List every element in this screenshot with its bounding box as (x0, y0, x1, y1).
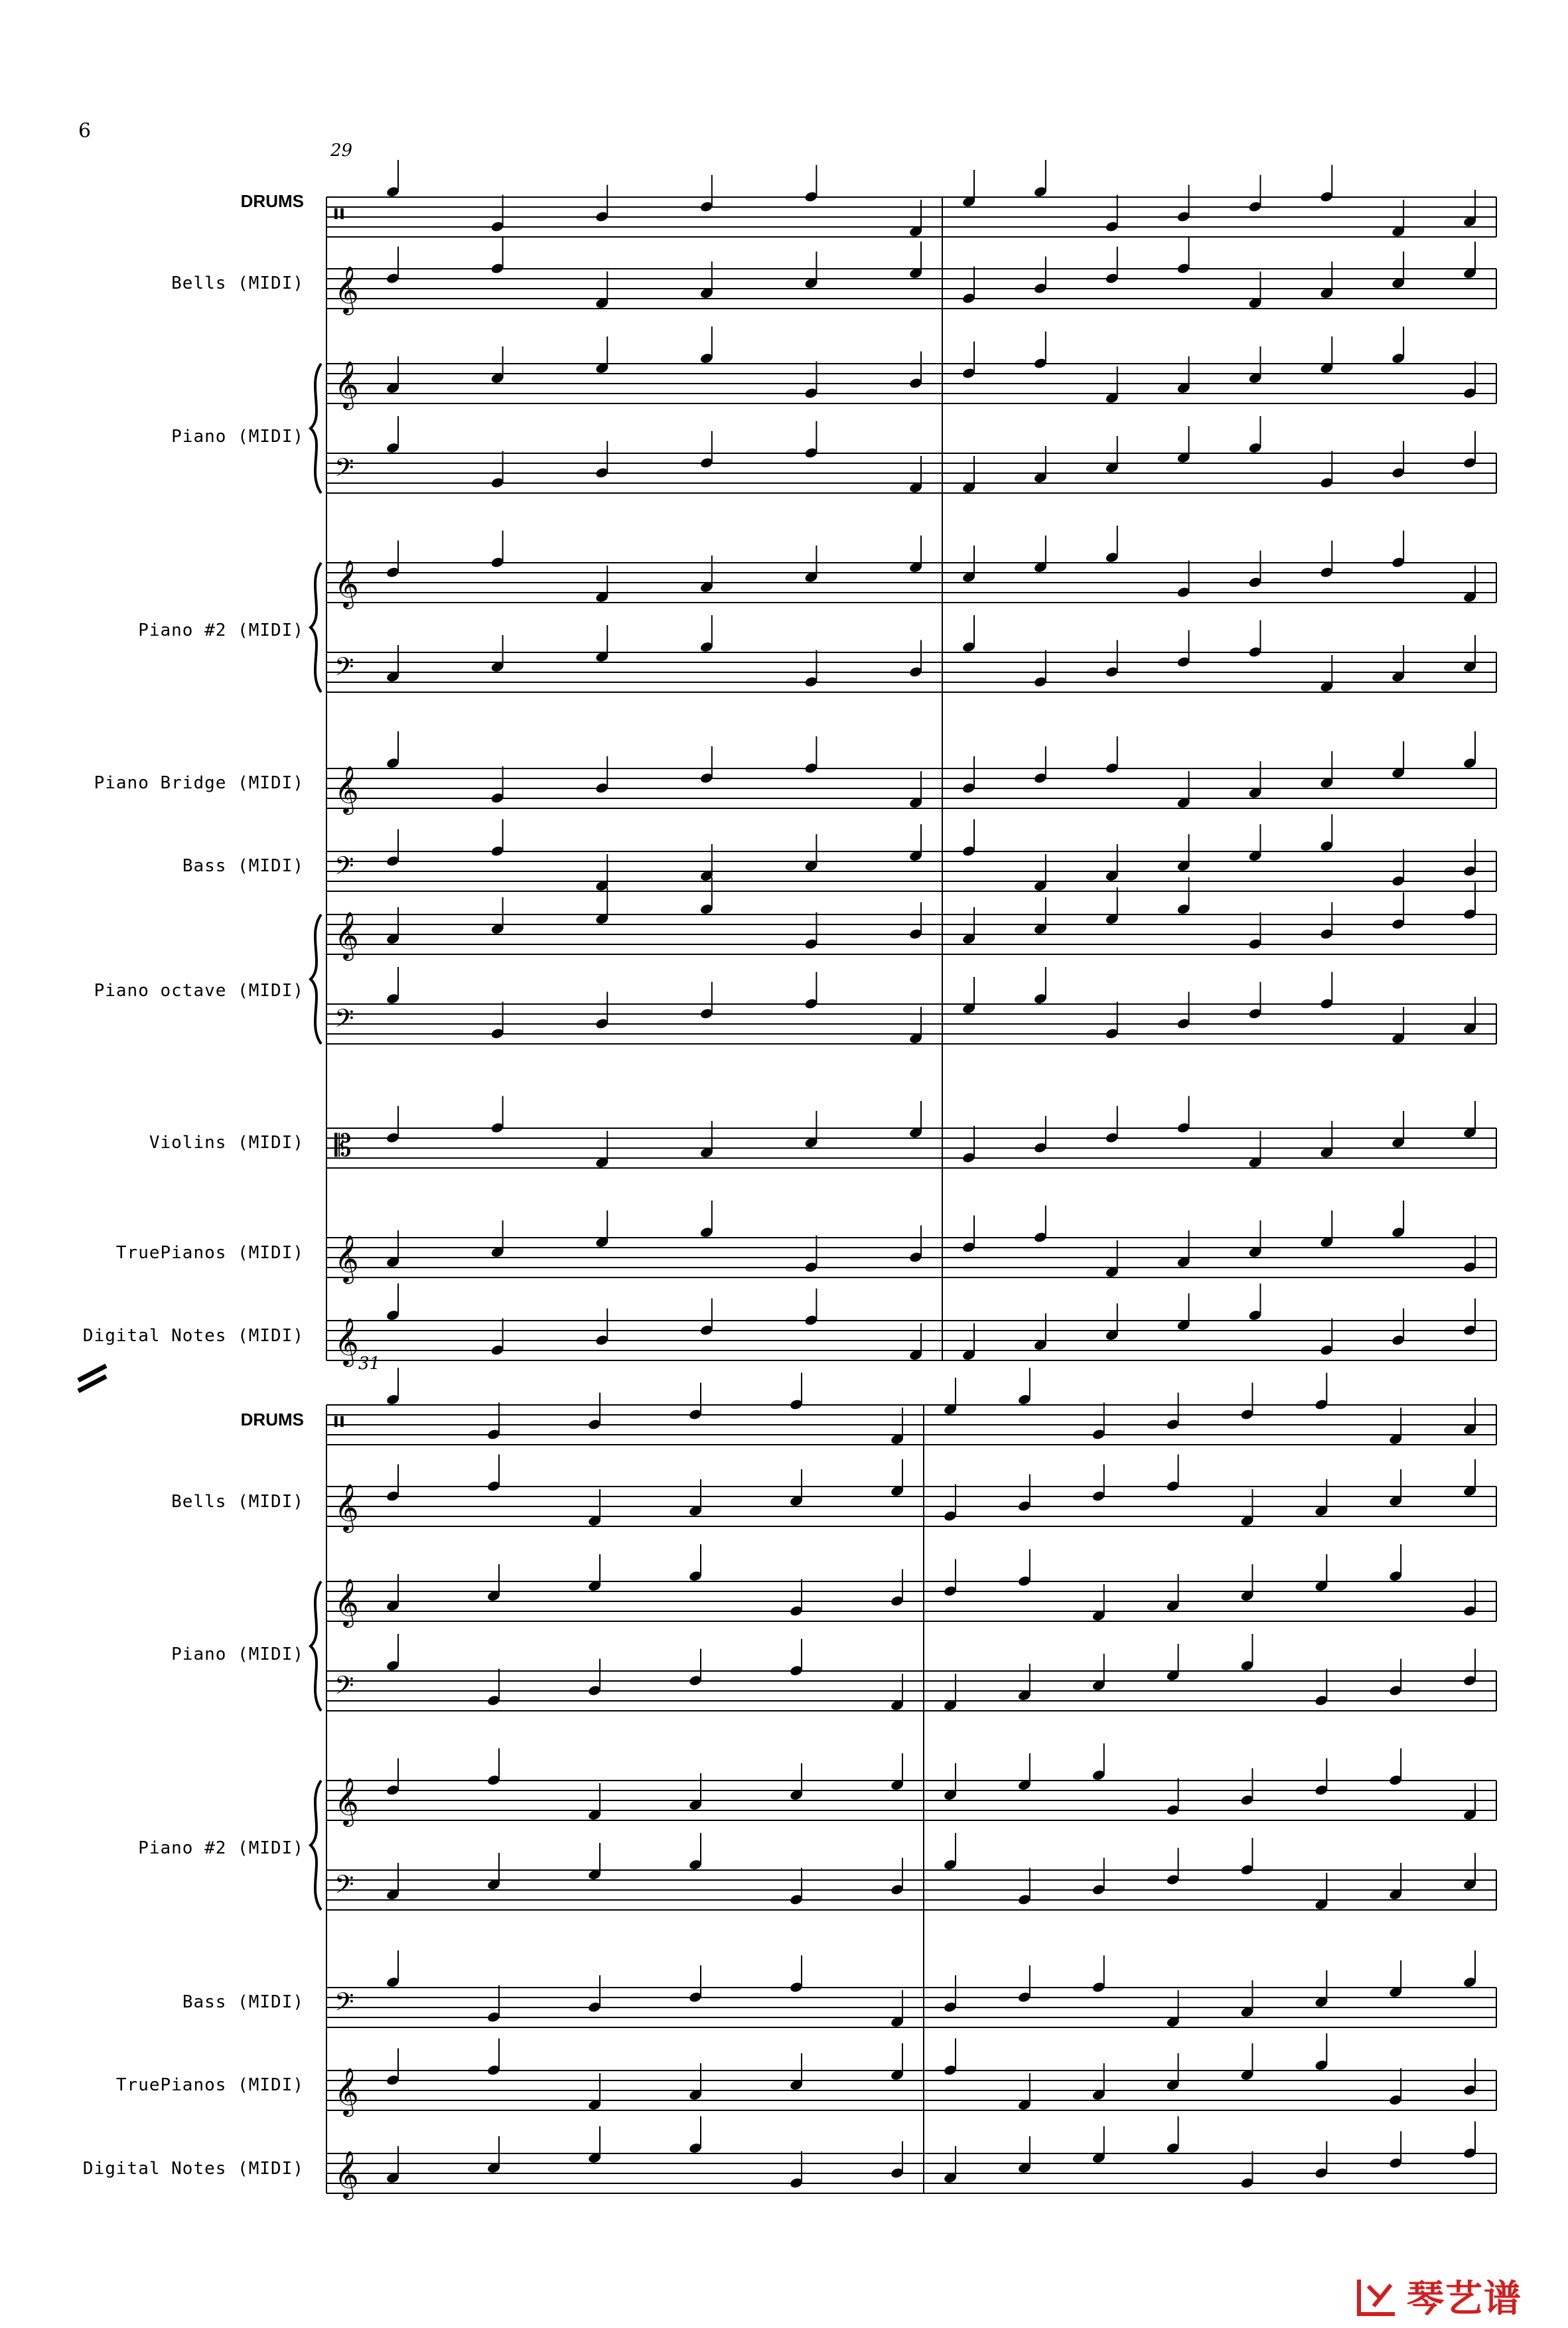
treble-clef: 𝄞 (334, 1317, 359, 1365)
treble-clef: 𝄞 (334, 265, 359, 313)
alto-clef: 𝄡 (334, 1128, 352, 1163)
treble-clef: 𝄞 (334, 559, 359, 607)
grand-staff-brace (311, 364, 321, 493)
staff-label-piano-2: Piano #2 (MIDI) (138, 620, 304, 640)
bass-clef: 𝄢 (334, 1869, 354, 1905)
treble-clef: 𝄞 (334, 1483, 359, 1531)
staff-label-bells: Bells (MIDI) (171, 1492, 304, 1512)
treble-clef: 𝄞 (334, 1577, 359, 1626)
measure-number: 31 (358, 1354, 381, 1374)
staff-label-bass: Bass (MIDI) (182, 856, 304, 876)
treble-clef: 𝄞 (334, 764, 359, 813)
treble-clef: 𝄞 (334, 1234, 359, 1282)
staff-label-drums: DRUMS (240, 191, 304, 211)
staff-label-piano: Piano (MIDI) (171, 1644, 304, 1664)
treble-clef: 𝄞 (334, 2149, 359, 2198)
watermark-text: 琴艺谱 (1407, 2278, 1522, 2321)
bass-clef: 𝄢 (334, 1670, 354, 1706)
perc-clef: 𝄥 (334, 1404, 344, 1440)
staff-label-digital-notes: Digital Notes (MIDI) (82, 2159, 304, 2179)
bass-clef: 𝄢 (334, 453, 354, 488)
perc-clef: 𝄥 (334, 196, 344, 232)
staff-label-piano-octave: Piano octave (MIDI) (94, 981, 304, 1001)
bass-clef: 𝄢 (334, 1003, 354, 1039)
watermark (1354, 2270, 1522, 2323)
staff-label-violins: Violins (MIDI) (149, 1133, 304, 1153)
staff-label-bass: Bass (MIDI) (182, 1992, 304, 2012)
staff-label-drums: DRUMS (240, 1410, 304, 1429)
treble-clef: 𝄞 (334, 360, 359, 408)
treble-clef: 𝄞 (334, 1777, 359, 1825)
treble-clef: 𝄞 (334, 910, 359, 959)
treble-clef: 𝄞 (334, 2067, 359, 2115)
staff-label-truepianos: TruePianos (MIDI) (115, 2075, 304, 2095)
measure-number: 29 (330, 141, 353, 161)
staff-label-piano-2: Piano #2 (MIDI) (138, 1838, 304, 1858)
bass-clef: 𝄢 (334, 652, 354, 688)
staff-label-digital-notes: Digital Notes (MIDI) (82, 1326, 304, 1346)
watermark-logo (1354, 2273, 1400, 2319)
staff-label-piano: Piano (MIDI) (171, 427, 304, 447)
staff-label-piano-bridge: Piano Bridge (MIDI) (94, 773, 304, 793)
bass-clef: 𝄢 (334, 851, 354, 887)
grand-staff-brace (311, 1781, 321, 1910)
grand-staff-brace (311, 1581, 321, 1711)
staff-label-truepianos: TruePianos (MIDI) (115, 1243, 304, 1263)
grand-staff-brace (311, 563, 321, 692)
staff-label-bells: Bells (MIDI) (171, 273, 304, 293)
grand-staff-brace (311, 914, 321, 1044)
page-number: 6 (78, 119, 92, 143)
bass-clef: 𝄢 (334, 1987, 354, 2023)
